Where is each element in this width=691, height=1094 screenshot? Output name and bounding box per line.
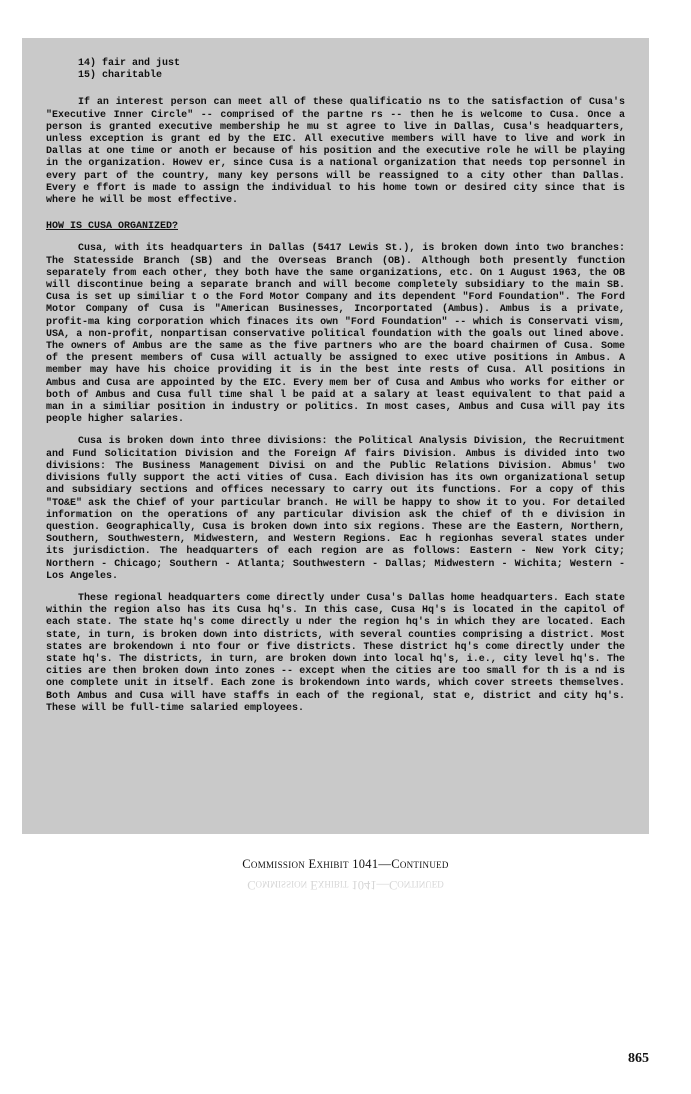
page-number: 865	[628, 1051, 649, 1066]
section-heading: HOW IS CUSA ORGANIZED?	[46, 221, 179, 233]
paragraph-qualifications: If an interest person can meet all of these qualificatio ns to the satisfaction of Cusa's "Executive Inner Circle" -- comprised of the partne rs -- then he is welcome to Cusa. Once a person is granted executive membership he mu st agree to live in Dallas, Cusa's headquarters, unless exception is grant ed by the EIC. All executive members will have to live and work in Dallas at one time or anoth er because of his position and the executive role he will be playing in the organization. Howev er, since Cusa is a national organization that needs top personnel in every part of the country, many key persons will be reassigned to a city other than Dallas. Every e ffort is made to assign the individual to his home town or desired city since that is where he will be most effective.	[46, 97, 625, 207]
exhibit-caption-bleed-through: Commission Exhibit 1041—Continued	[247, 878, 444, 892]
paragraph-divisions: Cusa is broken down into three divisions: the Political Analysis Division, the Recruitment and Fund Solicitation Division and the Foreign Af fairs Division. Ambus is divided into two divisions: The Business Management Divisi on and the Public Relations Division. Abmus' two divisions fully support the acti vities of Cusa. Each division has its own organizational setup and subsidiary sections and offices necessary to carry out its functions. For a copy of this "TO&E" ask the Chief of your particular branch. He will be happy to show it to you. For detailed information on the operations of any particular division ask the chief of th e division in question. Geographically, Cusa is broken down into six regions. These are the Eastern, Northern, Southern, Southwestern, Midwestern, and Western Regions. Eac h regionhas several states under its jurisdiction. The headquarters of each region are as follows: Eastern - New York City; Northern - Chicago; Southern - Atlanta; Southwestern - Dallas; Midwestern - Wichita; Western - Los Angeles.	[46, 436, 625, 582]
typed-page-scan	[22, 38, 649, 834]
paragraph-branches: Cusa, with its headquarters in Dallas (5417 Lewis St.), is broken down into two branches: The Statesside Branch (SB) and the Overseas Branch (OB). Although both presently function separately from each other, they both have the same organizations, etc. On 1 August 1963, the OB will discontinue being a separate branch and will become completely subsidiary to the main SB. Cusa is set up similiar t o the Ford Motor Company and its dependent "Ford Foundation". The Ford Motor Company of Cusa is "American Businesses, Incorportated (Ambus). Ambus is a private, profit-ma king corporation which finaces its own "Ford Foundation" -- which is Conservati vism, USA, a non-profit, nonpartisan conservative political foundation with the goals out lined above. The owners of Ambus are the same as the five partners who are the board chairmen of Cusa. Some of the present members of Cusa will actually be assigned to exec utive positions in Ambus. A member may have his choice providing it is in the best inte rests of Cusa. All positions in Ambus and Cusa are appointed by the EIC. Every mem ber of Cusa and Ambus who works for either or both of Ambus and Cusa full time shal l be paid at a salary at least equivalent to that paid a man in a similiar position in industry or politics. In most cases, Ambus and Cusa will pay its people higher salaries.	[46, 243, 625, 426]
list-item-14: 14) fair and just	[78, 58, 181, 69]
paragraph-regional-hq: These regional headquarters come directly under Cusa's Dallas home headquarters. Each state within the region also has its Cusa hq's. In this case, Cusa Hq's is located in the capitol of each state. The state hq's come directly u nder the region hq's in which they are located. Each state, in turn, is broken down into districts, with several counties comprising a district. Most states are brokendown i nto four or five districts. These district hq's come directly under the state hq's. The districts, in turn, are broken down into local hq's, i.e., city level hq's. The cities are then broken down into zones -- except when the cities are too small for th is a nd is one complete unit in itself. Each zone is brokendown into wards, which cover streets themselves. Both Ambus and Cusa will have staffs in each of the regional, stat e, district and city hq's. These will be full-time salaried employees.	[46, 592, 625, 714]
list-item-15: 15) charitable	[78, 70, 163, 82]
exhibit-caption: Commission Exhibit 1041—Continued	[242, 857, 449, 871]
